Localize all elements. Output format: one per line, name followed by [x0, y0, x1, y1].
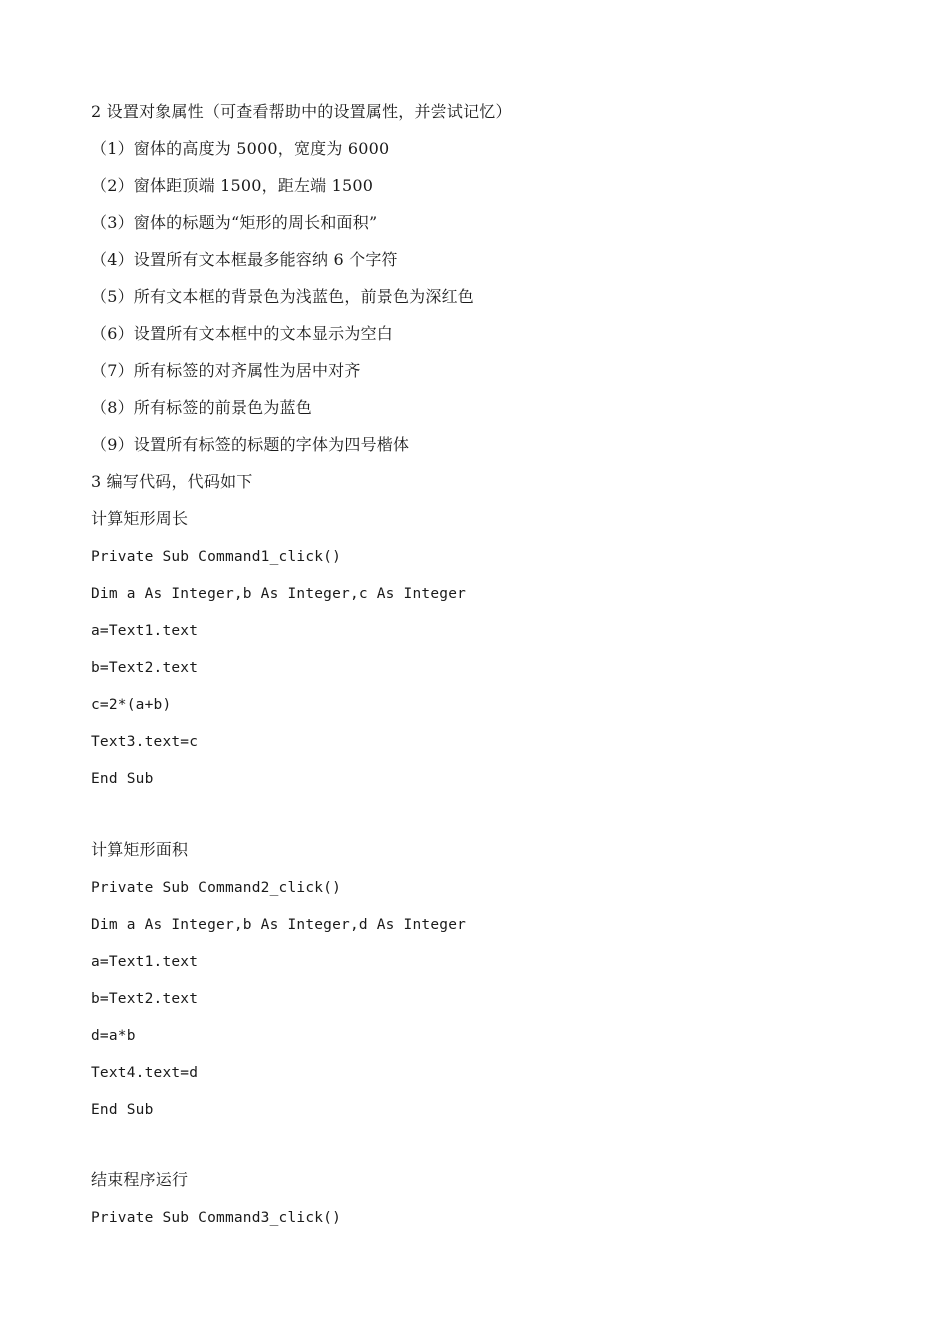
property-item-8: （8）所有标签的前景色为蓝色 — [91, 398, 312, 417]
code-line: Text4.text=d — [91, 1065, 199, 1081]
code-line: a=Text1.text — [91, 623, 199, 639]
property-item-5: （5）所有文本框的背景色为浅蓝色，前景色为深红色 — [91, 287, 474, 306]
code-block-title-perimeter: 计算矩形周长 — [91, 509, 189, 528]
property-item-7: （7）所有标签的对齐属性为居中对齐 — [91, 361, 361, 380]
property-item-9: （9）设置所有标签的标题的字体为四号楷体 — [91, 435, 410, 454]
code-block-title-area: 计算矩形面积 — [91, 840, 189, 859]
property-item-1: （1）窗体的高度为 5000，宽度为 6000 — [91, 139, 390, 158]
code-line: b=Text2.text — [91, 660, 199, 676]
code-line: Text3.text=c — [91, 734, 199, 750]
code-line: Dim a As Integer,b As Integer,d As Integer — [91, 917, 467, 933]
code-line: Private Sub Command2_click() — [91, 880, 342, 896]
property-item-6: （6）设置所有文本框中的文本显示为空白 — [91, 324, 393, 343]
code-line: d=a*b — [91, 1028, 136, 1044]
property-item-2: （2）窗体距顶端 1500，距左端 1500 — [91, 176, 374, 195]
code-line: c=2*(a+b) — [91, 697, 172, 713]
property-item-3: （3）窗体的标题为“矩形的周长和面积” — [91, 213, 378, 232]
code-line: End Sub — [91, 1102, 154, 1118]
code-line: b=Text2.text — [91, 991, 199, 1007]
property-item-4: （4）设置所有文本框最多能容纳 6 个字符 — [91, 250, 398, 269]
code-line: Private Sub Command3_click() — [91, 1210, 342, 1226]
code-line: Private Sub Command1_click() — [91, 549, 342, 565]
code-block-title-exit: 结束程序运行 — [91, 1170, 189, 1189]
code-line: a=Text1.text — [91, 954, 199, 970]
code-line: End Sub — [91, 771, 154, 787]
section2-heading: 2 设置对象属性（可查看帮助中的设置属性，并尝试记忆） — [91, 102, 512, 121]
section3-heading: 3 编写代码，代码如下 — [91, 472, 253, 491]
code-line: Dim a As Integer,b As Integer,c As Integer — [91, 586, 467, 602]
